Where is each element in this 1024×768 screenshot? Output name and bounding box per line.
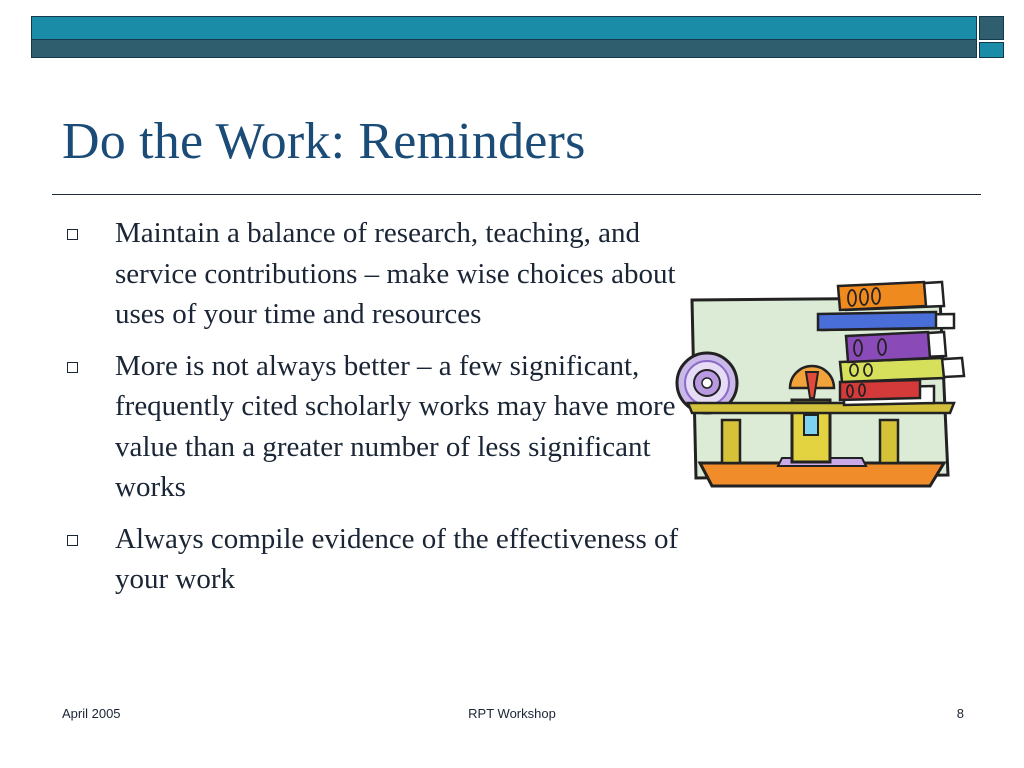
bullet-list xyxy=(0,213,700,611)
header-band-bottom xyxy=(31,40,977,58)
bullet-item xyxy=(0,346,700,508)
bullet-text: More is not always better – a few significant, frequently cited scholarly works may have more value than a greater number of less significant works xyxy=(115,349,676,503)
slide-title: Do the Work: Reminders xyxy=(62,113,586,170)
footer-page-number: 8 xyxy=(956,706,964,721)
header-square-top xyxy=(979,16,1004,40)
square-bullet-icon xyxy=(67,229,78,240)
header-band-top xyxy=(31,16,977,40)
title-divider xyxy=(52,194,981,195)
bullet-item xyxy=(0,213,700,335)
footer-event: RPT Workshop xyxy=(468,706,556,721)
header-square-bottom xyxy=(979,42,1004,58)
bullet-item xyxy=(0,519,700,600)
books-on-scale-clipart xyxy=(672,270,972,500)
square-bullet-icon xyxy=(67,535,78,546)
bullet-text: Maintain a balance of research, teaching, and service contributions – make wise choices about uses of your time and resources xyxy=(115,217,676,330)
footer-date: April 2005 xyxy=(62,706,121,721)
square-bullet-icon xyxy=(67,362,78,373)
bullet-text: Always compile evidence of the effectiveness of your work xyxy=(115,522,679,595)
